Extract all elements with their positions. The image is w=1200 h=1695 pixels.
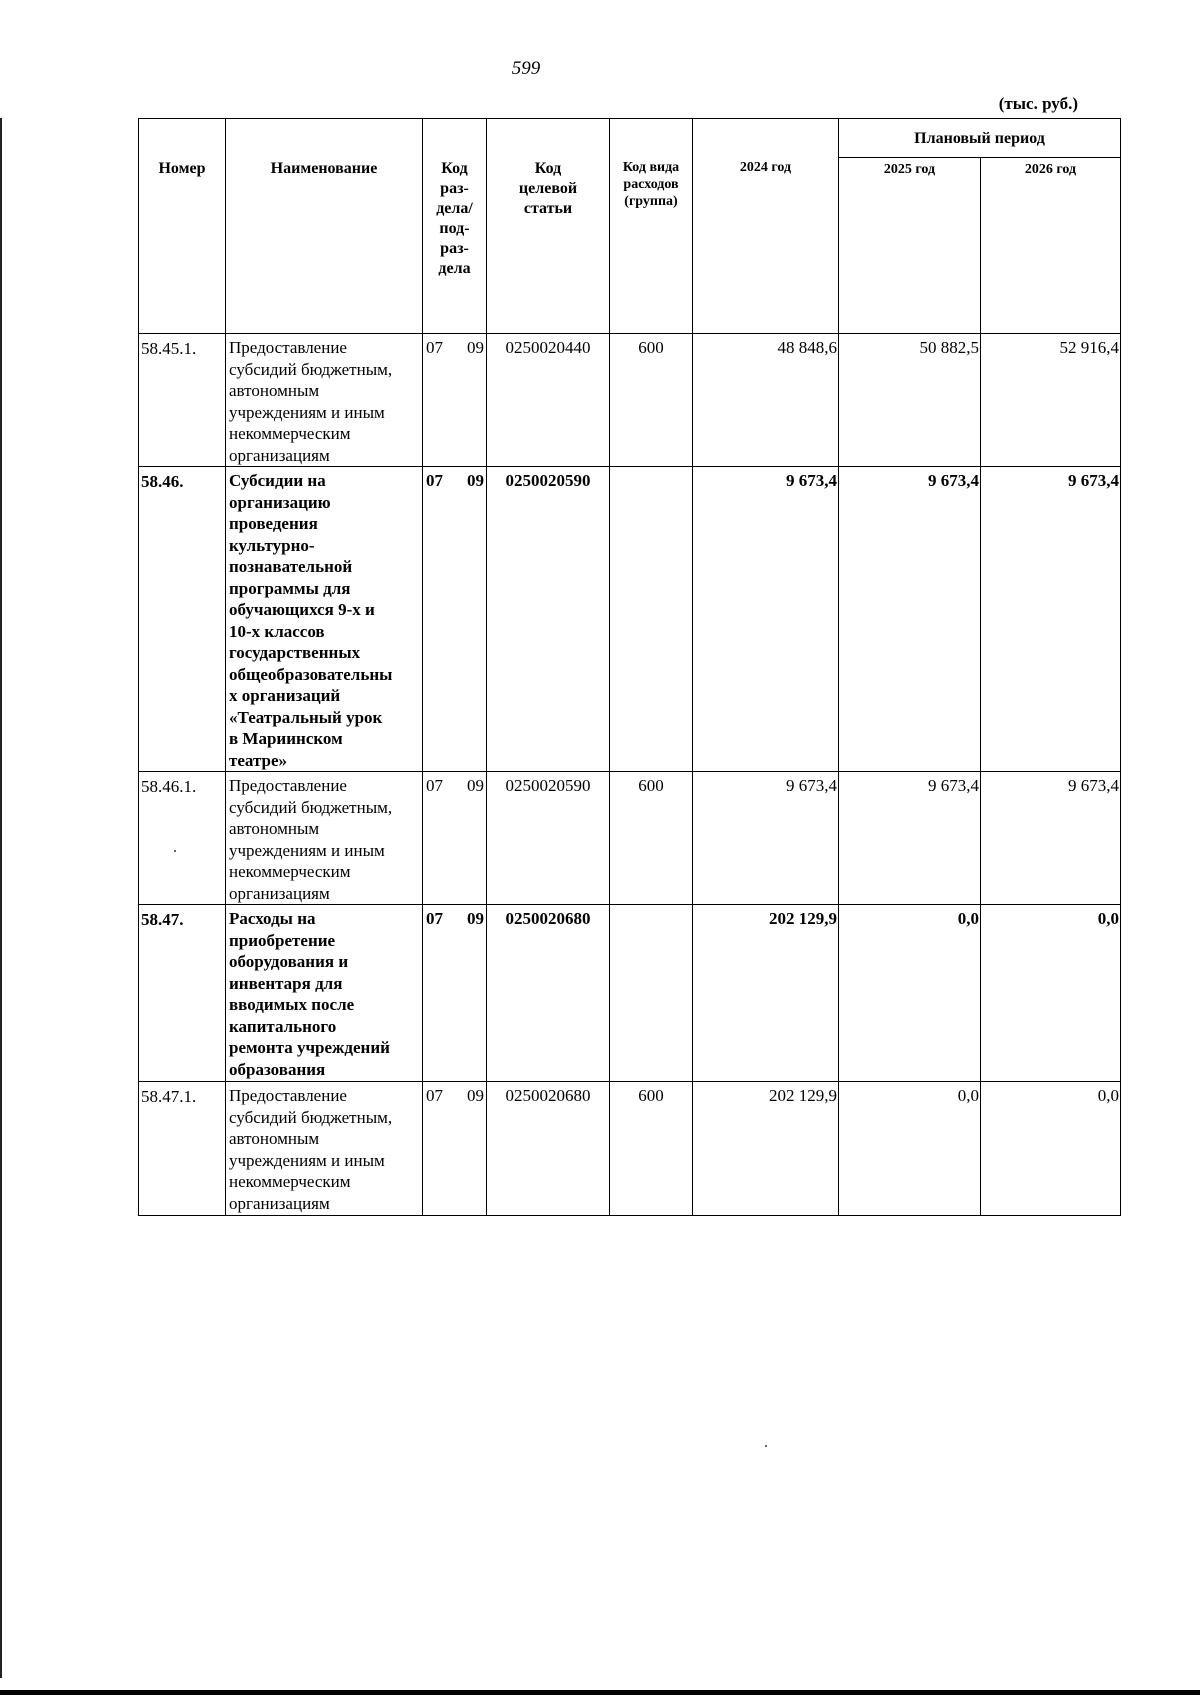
row-expense-kind: 600 [610,1082,693,1216]
header-name: Наименование [226,119,423,334]
row-name-line: программы для [229,578,351,598]
row-expense-kind [610,467,693,772]
row-name-line: проведения [229,514,318,533]
row-name-line: инвентаря для [229,973,343,993]
row-target-code: 0250020440 [487,334,610,467]
row-name-line: оборудования и [229,952,349,971]
header-section-code [423,119,487,334]
row-name-line: автономным [229,381,320,400]
row-name-line: Предоставление [229,1086,347,1105]
row-value-2026: 0,0 [981,905,1121,1082]
row-section: 07 [426,776,443,795]
row-section: 07 [426,338,443,357]
row-value-2024: 9 673,4 [693,467,839,772]
header-section-code-line: раз- [440,180,469,197]
row-value-2026: 0,0 [981,1082,1121,1216]
row-section-code [423,772,487,905]
header-section-code-line: дела/ [436,200,473,217]
row-section-code [423,334,487,467]
row-number: 58.47. [139,905,226,1082]
table-row [139,905,1121,1082]
row-number: 58.45.1. [139,334,226,467]
row-value-2024: 202 129,9 [693,1082,839,1216]
row-name [226,772,423,905]
table-row [139,772,1121,905]
row-name-line: Расходы на [229,909,316,928]
row-name-line: познавательной [229,557,353,576]
row-name-line: общеобразовательны [229,664,393,684]
header-expense-kind-line: Код вида [622,160,680,175]
scan-edge [0,1690,1200,1695]
row-value-2026: 9 673,4 [981,772,1121,905]
row-section: 07 [426,471,443,490]
units-label: (тыс. руб.) [998,94,1078,113]
header-year-2025: 2025 год [839,158,981,334]
scan-speck [765,1445,767,1447]
row-value-2024: 48 848,6 [693,334,839,467]
row-number: 58.46. [139,467,226,772]
row-name-line: субсидий бюджетным, [229,1107,393,1127]
row-name-line: автономным [229,819,320,838]
header-expense-kind-line: расходов [623,177,679,192]
page-number: 599 [511,58,541,79]
row-expense-kind: 600 [610,334,693,467]
row-name-line: некоммерческим [229,862,351,881]
row-name [226,905,423,1082]
header-year-2024: 2024 год [693,119,839,334]
row-name-line: организациям [229,1193,330,1213]
row-value-2026: 9 673,4 [981,467,1121,772]
header-expense-kind-line: (группа) [624,194,678,209]
row-value-2025: 50 882,5 [839,334,981,467]
header-section-code-line: под- [439,220,470,237]
row-name-line: ремонта учреждений [229,1038,390,1057]
row-value-2025: 9 673,4 [839,772,981,905]
row-name-line: учреждениям и иным [229,1150,385,1170]
header-section-code-line: дела [438,260,471,277]
row-value-2024: 9 673,4 [693,772,839,905]
row-target-code: 0250020590 [487,772,610,905]
row-target-code: 0250020590 [487,467,610,772]
header-planned-period: Плановый период [839,119,1121,158]
row-section-code [423,1082,487,1216]
row-section: 07 [426,1086,443,1105]
header-year-2026: 2026 год [981,158,1121,334]
header-target-code-line: целевой [518,180,578,197]
row-name-line: некоммерческим [229,1172,351,1191]
row-section-code [423,467,487,772]
row-name-line: «Театральный урок [229,707,383,727]
row-name [226,334,423,467]
header-number: Номер [139,119,226,334]
row-name-line: субсидий бюджетным, [229,797,393,817]
row-subsection: 09 [467,909,484,928]
row-name-line: учреждениям и иным [229,840,385,860]
row-expense-kind [610,905,693,1082]
row-number: 58.46.1. [139,772,226,905]
row-name-line: Предоставление [229,776,347,795]
header-target-code-line: статьи [523,200,573,217]
row-value-2026: 52 916,4 [981,334,1121,467]
row-subsection: 09 [467,1086,484,1105]
header-section-code-line: раз- [440,240,469,257]
row-name-line: некоммерческим [229,424,351,443]
row-target-code: 0250020680 [487,905,610,1082]
header-expense-kind [610,119,693,334]
row-name-line: автономным [229,1129,320,1148]
row-name-line: субсидий бюджетным, [229,359,393,379]
row-name-line: х организаций [229,686,341,705]
row-expense-kind: 600 [610,772,693,905]
row-subsection: 09 [467,471,484,490]
row-name-line: Предоставление [229,338,347,357]
scan-edge [0,118,2,1678]
header-target-code-line: Код [534,160,562,177]
row-value-2025: 9 673,4 [839,467,981,772]
row-name-line: вводимых после [229,995,355,1014]
row-name-line: культурно- [229,535,315,555]
row-target-code: 0250020680 [487,1082,610,1216]
row-name-line: в Мариинском [229,729,343,748]
table-row [139,334,1121,467]
row-section-code [423,905,487,1082]
budget-table [138,118,1121,1216]
row-name-line: театре» [229,750,288,770]
table-header [139,119,1121,334]
row-subsection: 09 [467,338,484,357]
row-name-line: капитального [229,1016,337,1036]
row-section: 07 [426,909,443,928]
table-row [139,467,1121,772]
row-subsection: 09 [467,776,484,795]
table-row [139,1082,1121,1216]
row-value-2025: 0,0 [839,1082,981,1216]
row-name-line: организациям [229,445,330,465]
row-name-line: обучающихся 9-х и [229,600,375,619]
row-name-line: приобретение [229,930,336,950]
row-name-line: 10-х классов [229,621,325,641]
row-name-line: государственных [229,643,361,662]
row-value-2025: 0,0 [839,905,981,1082]
row-name-line: учреждениям и иным [229,402,385,422]
row-value-2024: 202 129,9 [693,905,839,1082]
row-name-line: Субсидии на [229,471,326,490]
row-number: 58.47.1. [139,1082,226,1216]
row-name [226,1082,423,1216]
header-target-code [487,119,610,334]
row-name-line: образования [229,1059,326,1079]
row-name-line: организациям [229,883,330,903]
row-name [226,467,423,772]
header-section-code-line: Код [441,160,468,177]
row-name-line: организацию [229,492,331,512]
